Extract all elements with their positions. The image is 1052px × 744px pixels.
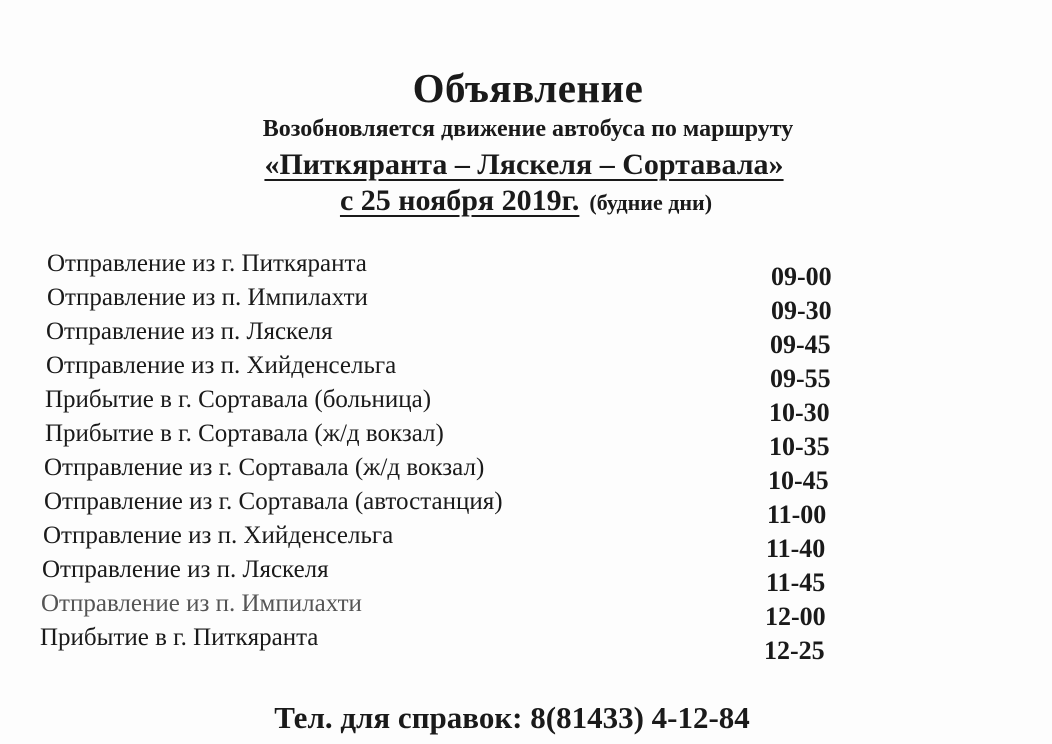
stop-time: 09-30	[771, 296, 832, 325]
stop-label: Отправление из п. Хийденсельга	[46, 352, 397, 379]
weekdays-note: (будние дни)	[589, 190, 713, 215]
stop-time: 10-30	[769, 398, 830, 427]
stop-time: 11-40	[766, 534, 826, 563]
schedule-row	[0, 624, 1052, 665]
subtitle: Возобновляется движение автобуса по маршруту	[262, 116, 794, 142]
schedule-row	[0, 352, 1052, 393]
stop-label: Отправление из г. Сортавала (ж/д вокзал)	[44, 454, 485, 481]
stop-label: Отправление из г. Сортавала (автостанция)	[44, 488, 503, 515]
stop-label: Прибытие в г. Сортавала (больница)	[45, 386, 432, 413]
stop-time: 10-45	[768, 466, 829, 495]
stop-time: 11-00	[767, 500, 827, 529]
stop-time: 12-25	[764, 636, 825, 665]
contact-phone: Тел. для справок: 8(81433) 4-12-84	[274, 700, 750, 735]
start-date-line	[0, 184, 1052, 218]
schedule-row	[0, 556, 1052, 597]
start-date: с 25 ноября 2019г.	[339, 184, 580, 217]
stop-label: Отправление из п. Хийденсельга	[43, 522, 394, 549]
schedule-row	[0, 590, 1052, 631]
stop-label: Прибытие в г. Сортавала (ж/д вокзал)	[45, 420, 444, 447]
stop-time: 09-00	[771, 262, 832, 291]
schedule-row	[0, 420, 1052, 461]
schedule-row	[0, 522, 1052, 563]
route-name: «Питкяранта – Ляскеля – Сортавала»	[264, 148, 784, 181]
stop-label: Прибытие в г. Питкяранта	[40, 624, 319, 651]
stop-label: Отправление из п. Импилахти	[41, 590, 362, 617]
schedule-row	[0, 250, 1052, 291]
stop-time: 11-45	[766, 568, 826, 597]
stop-label: Отправление из п. Ляскеля	[42, 556, 329, 583]
page-title: Объявление	[412, 65, 644, 111]
stop-label: Отправление из п. Импилахти	[47, 284, 368, 311]
stop-time: 09-55	[770, 364, 831, 393]
route-line	[0, 148, 1050, 182]
stop-label: Отправление из г. Питкяранта	[47, 250, 367, 277]
schedule-row	[0, 488, 1052, 529]
schedule-row	[0, 318, 1052, 359]
schedule-list	[0, 250, 1052, 670]
stop-label: Отправление из п. Ляскеля	[46, 318, 333, 345]
stop-time: 10-35	[769, 432, 830, 461]
schedule-row	[0, 386, 1052, 427]
schedule-row	[0, 454, 1052, 495]
schedule-row	[0, 284, 1052, 325]
stop-time: 12-00	[765, 602, 826, 631]
stop-time: 09-45	[770, 330, 831, 359]
